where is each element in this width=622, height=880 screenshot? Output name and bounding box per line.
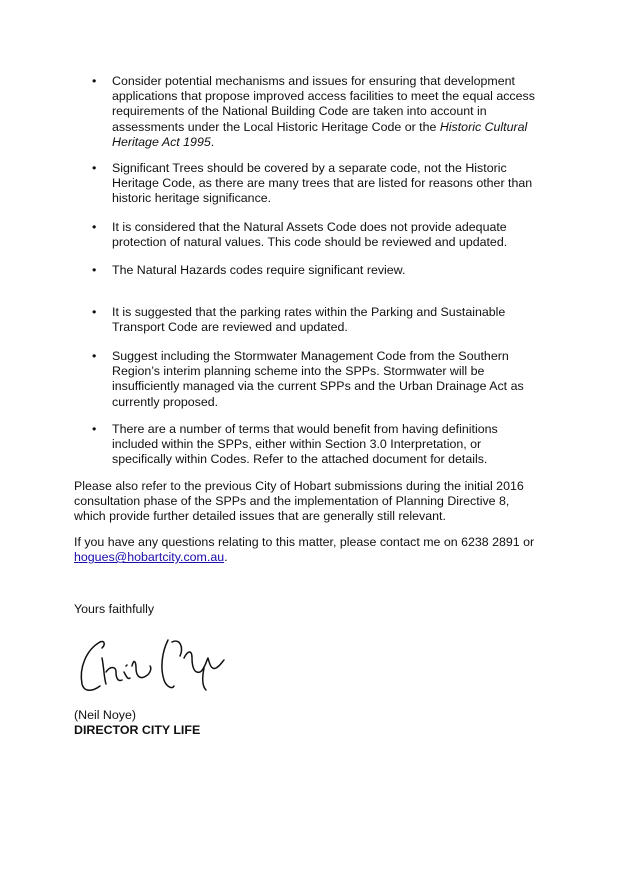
text-line: which provide further detailed issues that are generally still relevant. xyxy=(74,509,446,524)
text-line: Heritage Code, as there are many trees that are listed for reasons other than xyxy=(112,176,533,191)
bullet-marker: • xyxy=(92,161,97,175)
paragraph-contact xyxy=(74,535,554,565)
bullet-marker: • xyxy=(92,263,97,277)
text-line: There are a number of terms that would benefit from having definitions xyxy=(112,422,498,436)
text-line: assessments under the Local Historic Heritage Code or the xyxy=(112,119,437,134)
handwritten-signature xyxy=(76,628,246,698)
text-line: applications that propose improved access facilities to meet the equal access xyxy=(112,89,535,104)
bullet-marker: • xyxy=(92,74,97,88)
text-line: Consider potential mechanisms and issues for ensuring that development xyxy=(112,74,515,88)
text-line: Transport Code are reviewed and updated. xyxy=(112,320,348,335)
email-link[interactable]: hogues@hobartcity.com.au xyxy=(74,550,225,565)
text-line: currently proposed. xyxy=(112,394,219,409)
bullet-marker: • xyxy=(92,422,97,436)
text-line: specifically within Codes. Refer to the attached document for details. xyxy=(112,452,488,467)
text-line: If you have any questions relating to this matter, please contact me on 6238 2891 or xyxy=(74,535,535,549)
paragraph-refer xyxy=(74,479,554,525)
punct: . xyxy=(210,134,215,149)
text-line: historic heritage significance. xyxy=(112,191,272,206)
bullet-marker: • xyxy=(92,349,97,363)
act-title: Heritage Act 1995 xyxy=(112,134,211,149)
text-line: Suggest including the Stormwater Management Code from the Southern xyxy=(112,349,509,363)
text-line: It is suggested that the parking rates within the Parking and Sustainable xyxy=(112,305,506,319)
bullet-marker: • xyxy=(92,305,97,319)
text-line: Region’s interim planning scheme into the SPPs. Stormwater will be xyxy=(112,364,485,379)
punct: . xyxy=(224,550,228,565)
signatory-title: DIRECTOR CITY LIFE xyxy=(74,723,201,737)
signatory-name: (Neil Noye) xyxy=(74,708,136,722)
text-line: It is considered that the Natural Assets Code does not provide adequate xyxy=(112,220,507,234)
text-line: included within the SPPs, either within Section 3.0 Interpretation, or xyxy=(112,437,482,452)
text-line: The Natural Hazards codes require significant review. xyxy=(112,263,406,277)
closing-salutation: Yours faithfully xyxy=(74,602,155,616)
text-line: Significant Trees should be covered by a separate code, not the Historic xyxy=(112,161,507,175)
text-line: Please also refer to the previous City of Hobart submissions during the initial 2016 xyxy=(74,479,524,493)
text-line: insufficiently managed via the current SPPs and the Urban Drainage Act as xyxy=(112,379,524,394)
act-title: Historic Cultural xyxy=(439,119,528,134)
text-line: protection of natural values. This code should be reviewed and updated. xyxy=(112,235,508,250)
text-line: consultation phase of the SPPs and the implementation of Planning Directive 8, xyxy=(74,494,510,509)
bullet-marker: • xyxy=(92,220,97,234)
text-line: requirements of the National Building Code are taken into account in xyxy=(112,104,487,119)
